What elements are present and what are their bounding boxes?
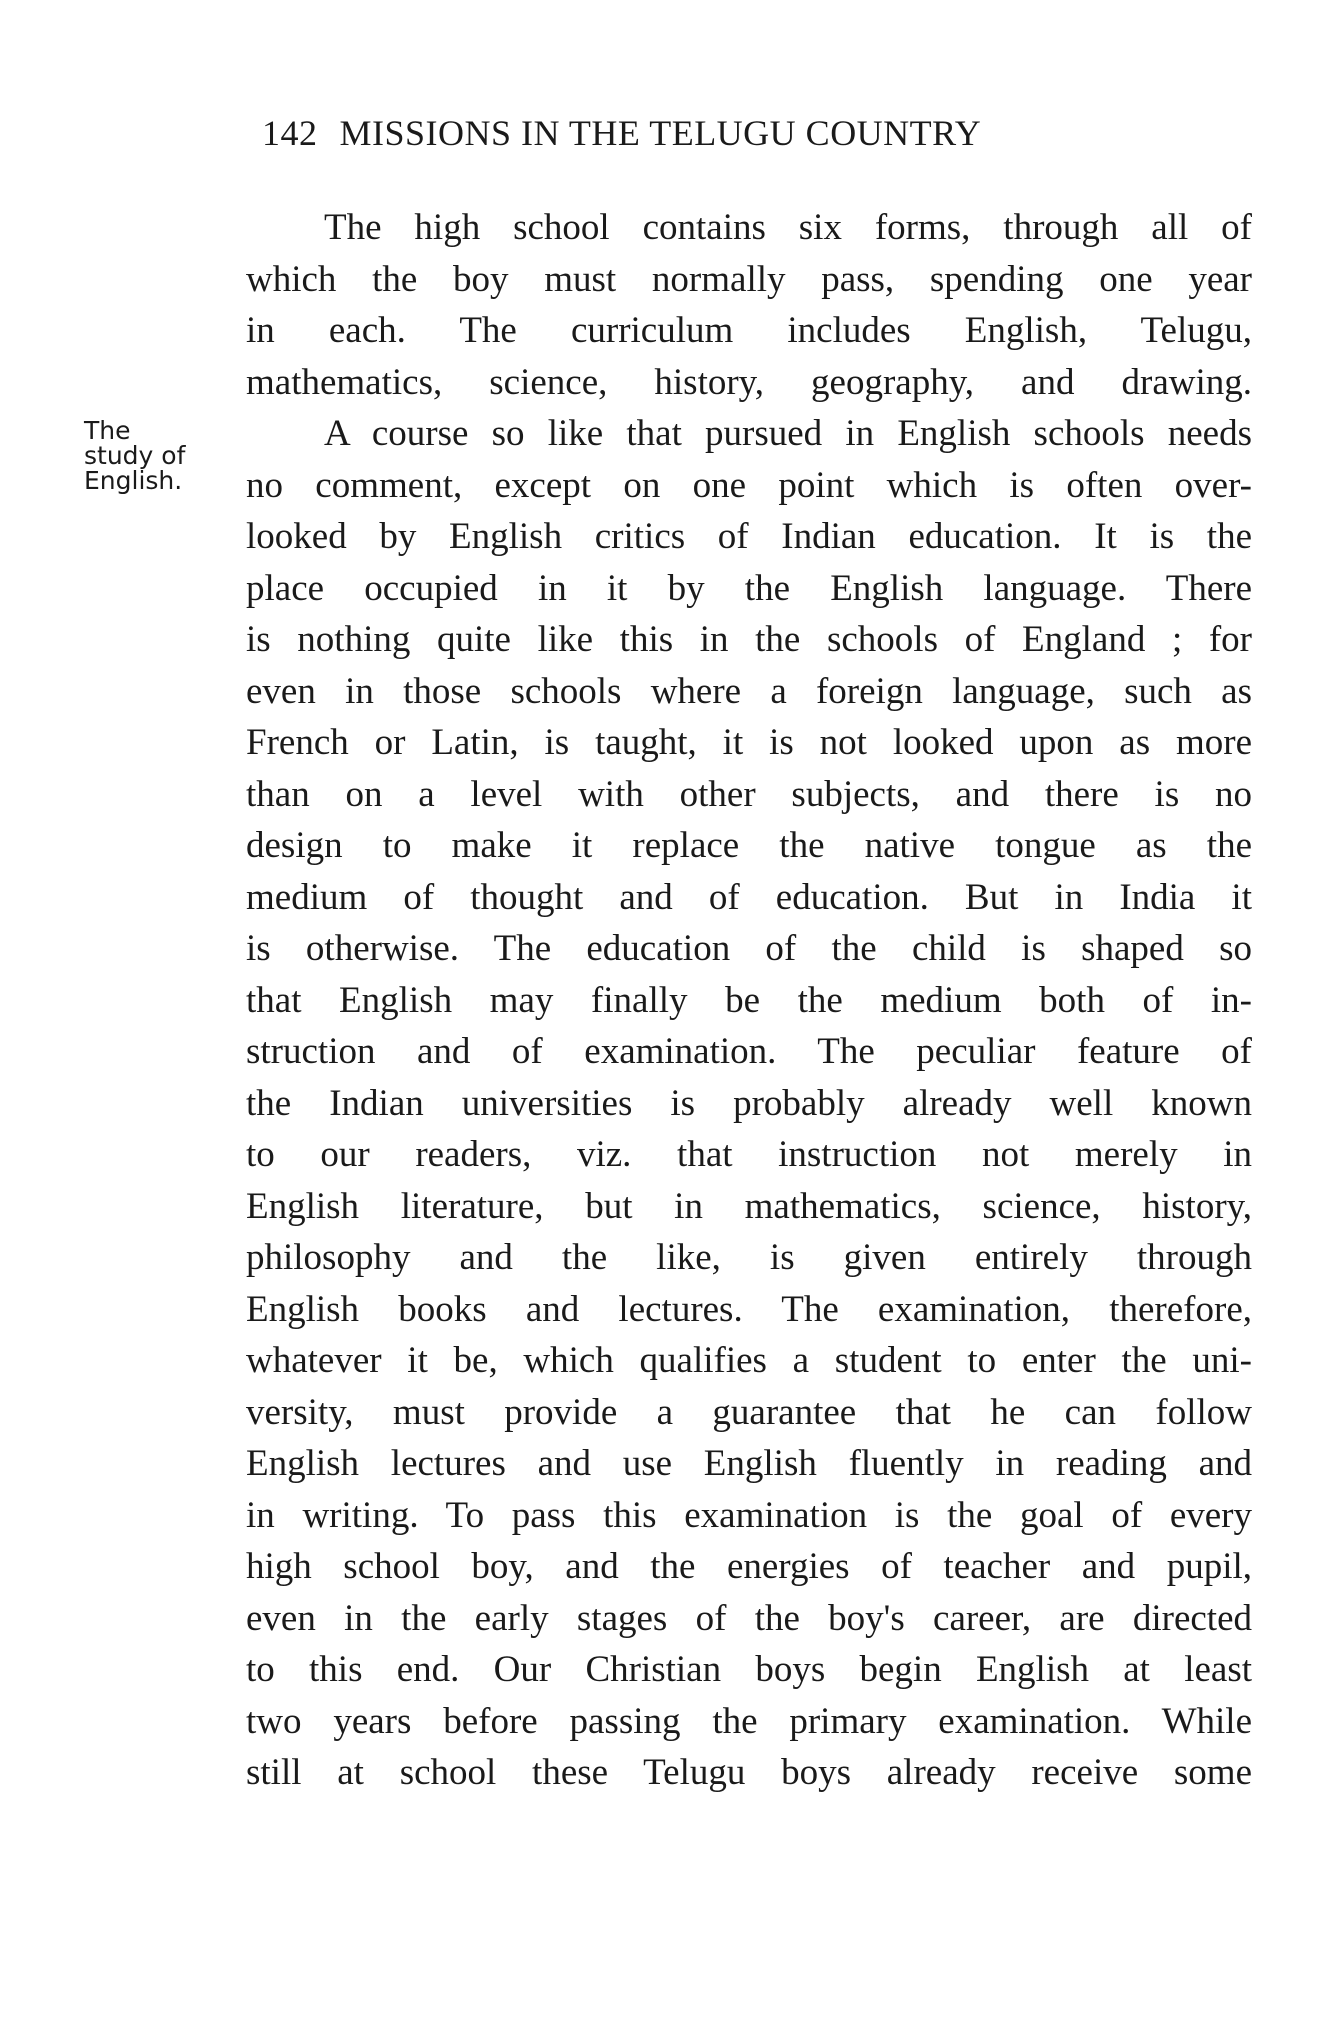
running-title: MISSIONS IN THE TELUGU COUNTRY xyxy=(339,113,982,153)
text-line: that English may finally be the medium both of in- xyxy=(246,979,1252,1021)
text-line: English literature, but in mathematics, science, history, xyxy=(246,1185,1252,1227)
body-text xyxy=(246,202,1252,1799)
text-line: no comment, except on one point which is often over- xyxy=(246,464,1252,506)
text-line: is nothing quite like this in the schools of England ; for xyxy=(246,619,1252,660)
text-line: in each. The curriculum includes English, Telugu, xyxy=(246,310,1252,351)
running-head xyxy=(262,112,1162,154)
sidenote xyxy=(84,418,234,493)
text-line: English books and lectures. The examination, therefore, xyxy=(246,1288,1252,1330)
text-line: medium of thought and of education. But in India it xyxy=(246,876,1252,918)
text-line: English lectures and use English fluently in reading and xyxy=(246,1443,1252,1484)
sidenote-line: study of xyxy=(84,441,186,470)
text-line: the Indian universities is probably already well known xyxy=(246,1082,1252,1124)
text-line: struction and of examination. The peculiar feature of xyxy=(246,1031,1252,1072)
text-line: The high school contains six forms, through all of xyxy=(324,207,1252,248)
text-line: versity, must provide a guarantee that he can follow xyxy=(246,1391,1252,1433)
page-number: 142 xyxy=(262,113,318,153)
text-line: even in the early stages of the boy's career, are directed xyxy=(246,1597,1252,1639)
sidenote-line: English. xyxy=(84,466,183,495)
text-line: mathematics, science, history, geography, and drawing. xyxy=(246,361,1252,403)
text-line: French or Latin, is taught, it is not looked upon as more xyxy=(246,722,1252,763)
sidenote-line: The xyxy=(84,416,131,445)
text-line: to our readers, viz. that instruction not merely in xyxy=(246,1134,1252,1175)
text-line: even in those schools where a foreign language, such as xyxy=(246,670,1252,712)
text-line: two years before passing the primary examination. While xyxy=(246,1700,1252,1742)
text-line: philosophy and the like, is given entirely through xyxy=(246,1237,1252,1278)
text-line: in writing. To pass this examination is the goal of every xyxy=(246,1494,1252,1536)
text-line: still at school these Telugu boys already receive some xyxy=(246,1752,1252,1793)
text-line: A course so like that pursued in English schools needs xyxy=(324,413,1252,454)
text-line: high school boy, and the energies of teacher and pupil, xyxy=(246,1546,1252,1587)
text-line: design to make it replace the native tongue as the xyxy=(246,825,1252,866)
text-line: is otherwise. The education of the child is shaped so xyxy=(246,928,1252,969)
text-line: looked by English critics of Indian education. It is the xyxy=(246,516,1252,557)
text-line: to this end. Our Christian boys begin English at least xyxy=(246,1649,1252,1690)
text-line: which the boy must normally pass, spending one year xyxy=(246,258,1252,300)
text-line: than on a level with other subjects, and there is no xyxy=(246,773,1252,815)
text-line: whatever it be, which qualifies a student to enter the uni- xyxy=(246,1340,1252,1381)
text-line: place occupied in it by the English language. There xyxy=(246,567,1252,609)
